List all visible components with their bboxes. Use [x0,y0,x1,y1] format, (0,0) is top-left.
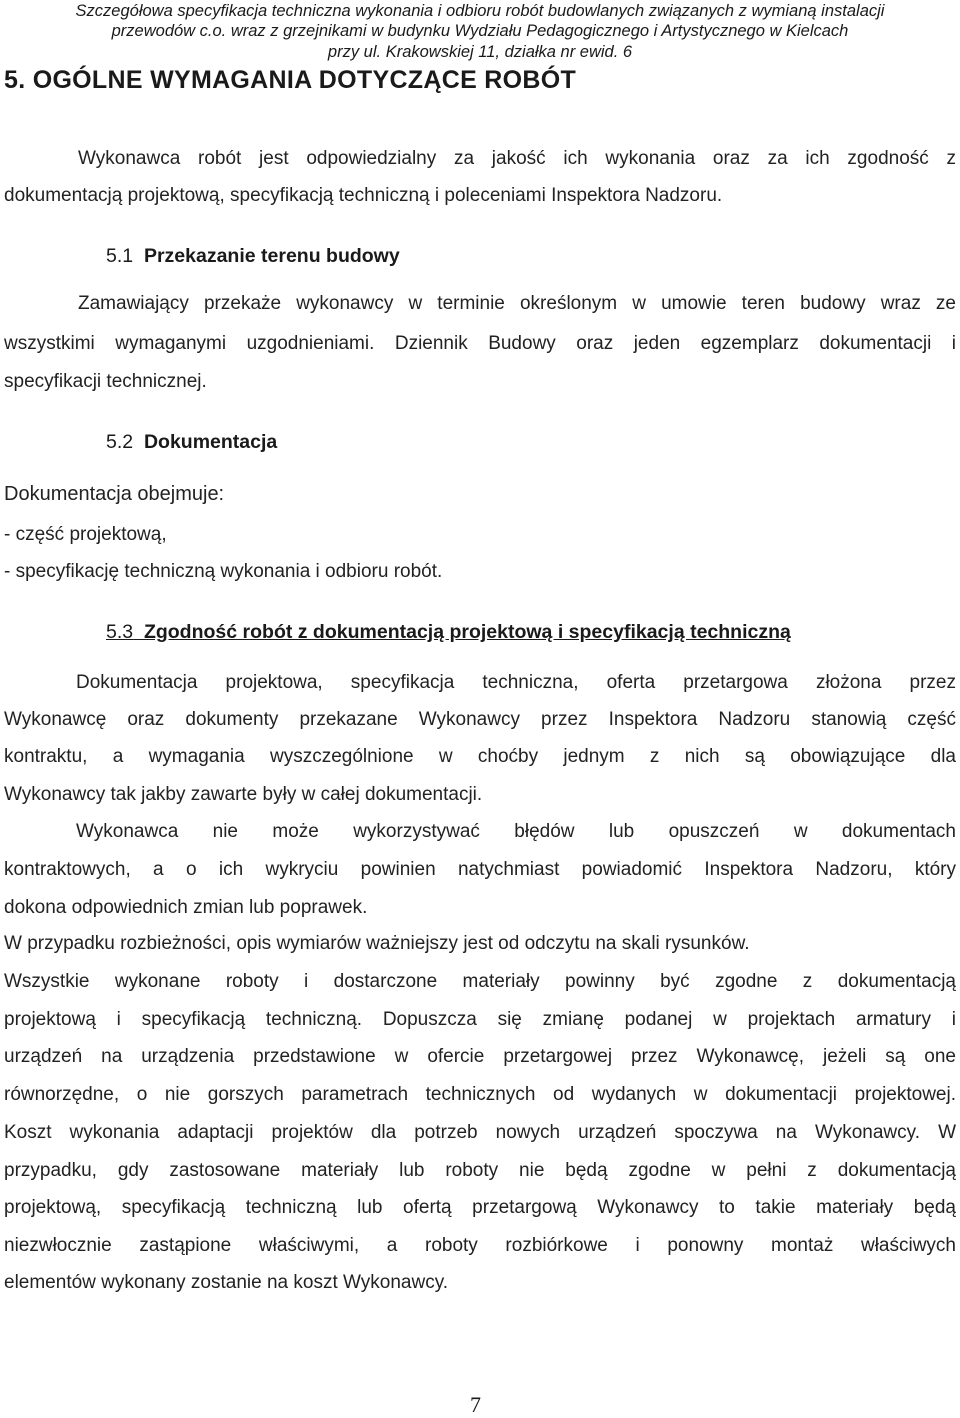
s53-line-5: Wykonawca nie może wykorzystywać błędów lub opuszczeń w dokumentach [76,821,956,842]
subsection-number: 5.3 [106,621,134,643]
s53-line-1: Dokumentacja projektowa, specyfikacja techniczna, oferta przetargowa złożona przez [76,672,956,693]
s53-line-6: kontraktowych, a o ich wykryciu powinien natychmiast powiadomić Inspektora Nadzoru, który [4,859,956,880]
s53-line-11: urządzeń na urządzenia przedstawione w ofercie przetargowej przez Wykonawcę, jeżeli są one [4,1046,956,1067]
s51-line-2: wszystkimi wymaganymi uzgodnieniami. Dziennik Budowy oraz jeden egzemplarz dokumentacji i [4,333,956,354]
s53-line-15: projektową, specyfikacją techniczną lub ofertą przetargową Wykonawcy to takie materiały będą [4,1197,956,1218]
subsection-number: 5.1 [106,245,134,267]
section-title: 5. OGÓLNE WYMAGANIA DOTYCZĄCE ROBÓT [4,66,577,94]
s51-line-1: Zamawiający przekaże wykonawcy w terminie określonym w umowie teren budowy wraz ze [78,293,956,314]
subsection-title: Dokumentacja [143,431,278,453]
header-line-3: przy ul. Krakowskiej 11, działka nr ewid. 6 [327,43,633,61]
s51-line-3: specyfikacji technicznej. [4,371,207,392]
subsection-title: Przekazanie terenu budowy [143,245,400,267]
s53-line-2: Wykonawcę oraz dokumenty przekazane Wykonawcy przez Inspektora Nadzoru stanowią część [4,709,956,730]
s53-line-14: przypadku, gdy zastosowane materiały lub roboty nie będą zgodne w pełni z dokumentacją [4,1160,956,1181]
subsection-5-3-heading [106,621,791,644]
s53-line-3: kontraktu, a wymagania wyszczególnione w choćby jednym z nich są obowiązujące dla [4,746,956,767]
s52-item-2: - specyfikację techniczną wykonania i odbioru robót. [4,561,443,582]
subsection-5-1-heading [106,245,400,268]
s53-line-12: równorzędne, o nie gorszych parametrach technicznych od wydanych w dokumentacji projektowej. [4,1084,956,1105]
s53-line-9: Wszystkie wykonane roboty i dostarczone materiały powinny być zgodne z dokumentacją [4,971,956,992]
s52-item-1: - część projektową, [4,524,167,545]
subsection-title: Zgodność robót z dokumentacją projektową i specyfikacją techniczną [143,621,791,643]
s53-line-8: W przypadku rozbieżności, opis wymiarów ważniejszy jest od odczytu na skali rysunków. [4,933,750,954]
page-number: 7 [470,1392,481,1417]
s52-lead: Dokumentacja obejmuje: [4,483,225,505]
s53-line-13: Koszt wykonania adaptacji projektów dla potrzeb nowych urządzeń spoczywa na Wykonawcy. W [4,1122,956,1143]
s53-line-7: dokona odpowiednich zmian lub poprawek. [4,897,368,918]
intro-line-1: Wykonawca robót jest odpowiedzialny za jakość ich wykonania oraz za ich zgodność z [78,148,956,169]
subsection-number: 5.2 [106,431,134,453]
header-line-2: przewodów c.o. wraz z grzejnikami w budynku Wydziału Pedagogicznego i Artystycznego w Kielcach [111,22,849,40]
header-line-1: Szczegółowa specyfikacja techniczna wykonania i odbioru robót budowlanych związanych z wymianą instalacji [75,2,885,20]
subsection-5-2-heading [106,431,277,454]
intro-line-2: dokumentacją projektową, specyfikacją techniczną i poleceniami Inspektora Nadzoru. [4,185,723,206]
s53-line-4: Wykonawcy tak jakby zawarte były w całej dokumentacji. [4,784,483,805]
s53-line-10: projektową i specyfikacją techniczną. Dopuszcza się zmianę podanej w projektach armatury i [4,1009,956,1030]
s53-line-17: elementów wykonany zostanie na koszt Wykonawcy. [4,1272,449,1293]
s53-line-16: niezwłocznie zastąpione właściwymi, a roboty rozbiórkowe i ponowny montaż właściwych [4,1235,956,1256]
